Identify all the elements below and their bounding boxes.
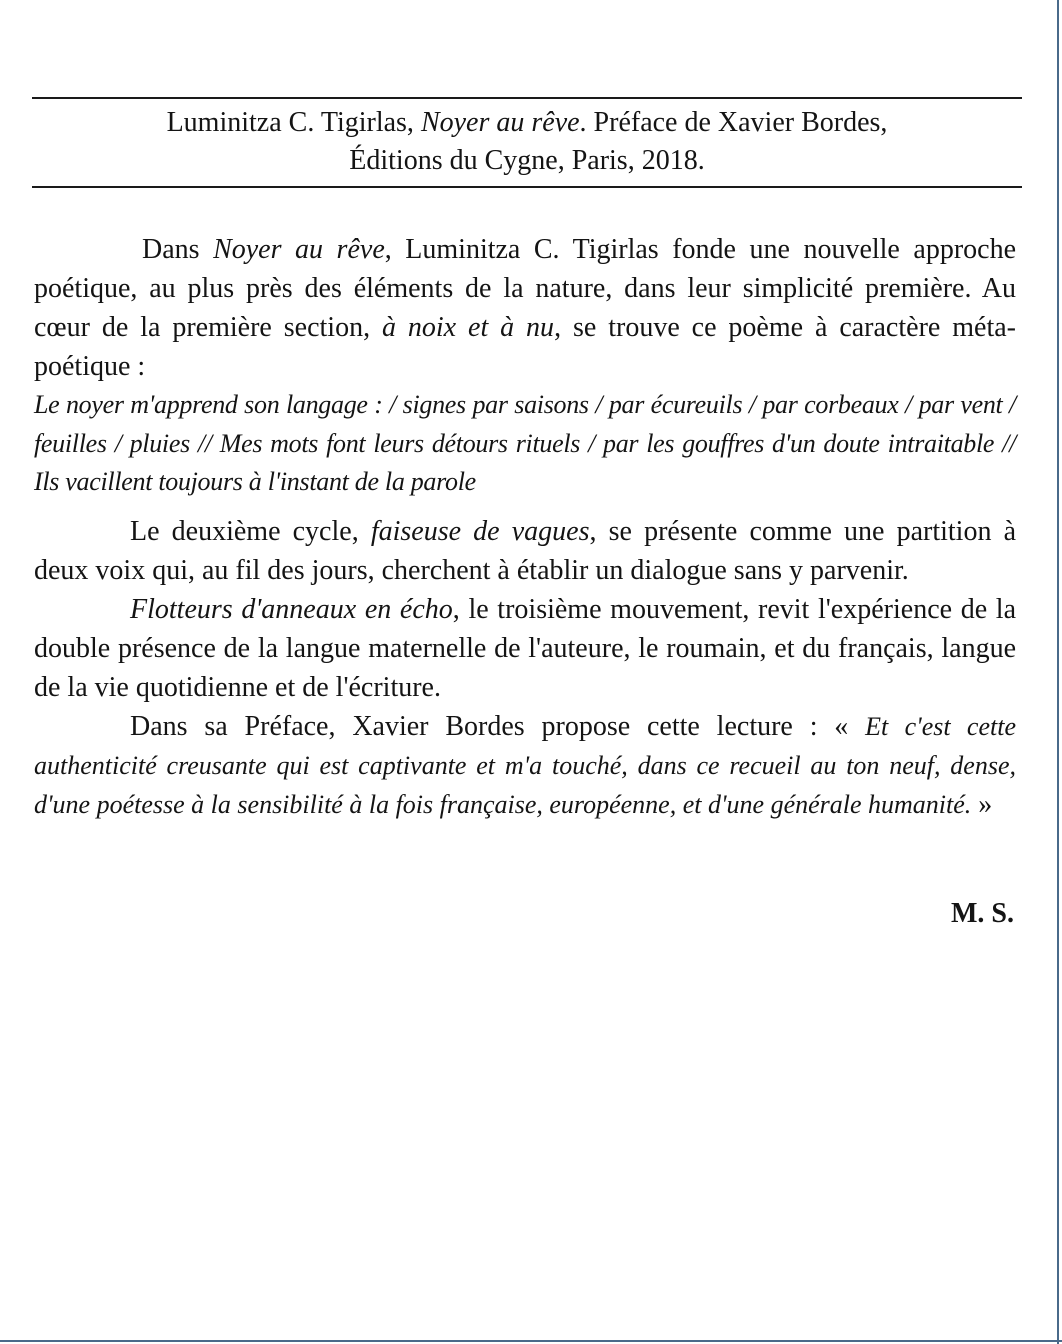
p4-text-1: Dans sa Préface, Xavier Bordes propose cette lecture : « [130, 710, 866, 742]
header-bottom-rule [32, 186, 1022, 188]
header-author: Luminitza C. Tigirlas, [166, 107, 421, 138]
poem-quote: Le noyer m'apprend son langage : / signes par saisons / par écureuils / par corbeaux / par vent / feuilles / pluies // Mes mots font leurs détours rituels / par les gouffres d'un doute intraitable // Ils vacillent toujours à l'instant de la parole [34, 390, 1016, 496]
p1-text-2: , Luminitza C. Tigirlas fonde une nouvelle approche poétique, au plus près des éléments de la nature, dans leur simplicité première. Au cœur de la première section, [34, 234, 1016, 343]
p1-section-title: à noix et à nu [381, 312, 555, 343]
p2-text-2: , se présente comme une partition à deux voix qui, au fil des jours, cherchent à établir un dialogue sans y parvenir. [34, 515, 1017, 586]
paragraph-1 [34, 230, 1016, 386]
p4-preface-quote: Et c'est cette authenticité creusante qui est captivante et m'a touché, dans ce recueil au ton neuf, dense, d'une poétesse à la sensibilité à la fois française, européenne, et d'une générale humanité. [34, 711, 1016, 819]
header-top-rule [32, 97, 1022, 99]
p2-cycle-title: faiseuse de vagues [370, 515, 590, 547]
page-edge-bottom [0, 1340, 1062, 1342]
p4-text-2: » [971, 788, 993, 820]
p3-movement-title: Flotteurs d'anneaux en écho [130, 593, 453, 625]
p1-book-title: Noyer au rêve [213, 234, 385, 265]
paragraph-4 [34, 707, 1016, 824]
signature: M. S. [951, 898, 1014, 929]
header-book-title: Noyer au rêve [420, 107, 580, 138]
p1-text-3: , se trouve ce poème à caractère méta-poétique : [34, 312, 1016, 382]
header-publisher: Éditions du Cygne, Paris, 2018. [349, 145, 705, 176]
p1-text-1: Dans [142, 234, 214, 265]
page-edge-right [1057, 0, 1059, 1344]
header-preface: . Préface de Xavier Bordes, [579, 107, 888, 138]
review-body [34, 230, 1016, 824]
paragraph-3 [34, 590, 1016, 707]
book-reference-header [32, 104, 1022, 180]
p3-text-1: , le troisième mouvement, revit l'expérience de la double présence de la langue maternelle de l'auteure, le roumain, et du français, langue de la vie quotidienne et de l'écriture. [34, 593, 1017, 703]
p2-text-1: Le deuxième cycle, [130, 515, 371, 547]
paragraph-2 [34, 512, 1016, 590]
